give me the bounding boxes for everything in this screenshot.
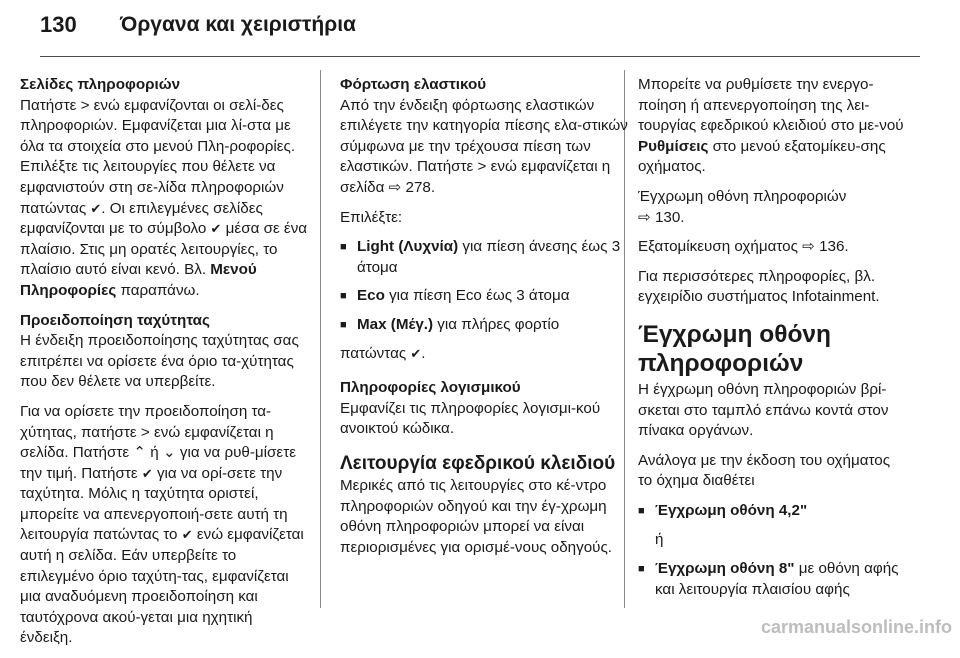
page-reference-arrow-icon: ⇨ [802, 238, 815, 256]
menu-reference: Μενού Πληροφορίες [20, 261, 257, 299]
paragraph: Εξατομίκευση οχήματος ⇨ 136. [638, 237, 904, 258]
column-1 [20, 75, 308, 658]
menu-reference: Ρυθμίσεις [638, 137, 709, 155]
bullet-icon: ■ [638, 563, 645, 576]
heading-color-info-display: Έγχρωμη οθόνη πληροφοριών [638, 320, 832, 377]
check-icon: ✔ [210, 221, 222, 237]
paragraph: Έγχρωμη οθόνη πληροφοριών ⇨ 130. [638, 187, 904, 228]
chevron-down-icon: ⌄ [162, 444, 176, 462]
paragraph: Πατήστε > ενώ εμφανίζονται οι σελί-δες πληροφοριών. Εμφανίζεται μια λί-στα με όλα τα στοιχεία στο μενού Πλη-ροφορίες. Επιλέξτε τις λειτουργίες που θέλετε να εμφανιστούν στη σε-λίδα πληροφοριών πατώντας ✔. Οι επιλεγμένες σελίδες εμφανίζονται με το σύμβολο ✔ μέσα σε ένα πλαίσιο. Στις μη ορατές λειτουργίες, το πλαίσιο αυτό είναι κενό. Βλ. Μενού Πληροφορίες παραπάνω. [20, 96, 308, 299]
heading-valet-mode: Λειτουργία εφεδρικού κλειδιού [340, 452, 616, 474]
column-divider [320, 70, 321, 608]
paragraph: Από την ένδειξη φόρτωσης ελαστικών επιλέγετε την κατηγορία πίεσης ελα-στικών σύμφωνα με την τρέχουσα πίεση των ελαστικών. Πατήστε > ενώ εμφανίζεται η σελίδα ⇨ 278. [340, 96, 636, 199]
paragraph: Ανάλογα με την έκδοση του οχήματος το όχημα διαθέτει [638, 451, 891, 490]
chevron-right-icon: > [140, 423, 150, 441]
heading-speed-warning: Προειδοποίηση ταχύτητας [20, 311, 210, 329]
paragraph: Η έγχρωμη οθόνη πληροφοριών βρί-σκεται στο ταμπλό επάνω κοντά στον πίνακα οργάνων. [638, 380, 889, 440]
paragraph: ή [655, 530, 664, 548]
paragraph: Εμφανίζει τις πληροφορίες λογισμι-κού ανοικτού κώδικα. [340, 399, 601, 438]
watermark: carmanualsonline.info [760, 617, 952, 637]
bullet-icon: ■ [638, 504, 645, 517]
bullet-icon: ■ [340, 241, 347, 254]
page-title: Όργανα και χειριστήρια [120, 13, 356, 36]
paragraph: Για περισσότερες πληροφορίες, βλ. εγχειρίδιο συστήματος Infotainment. [638, 267, 880, 306]
bullet-icon: ■ [340, 290, 347, 303]
page-header [0, 0, 960, 56]
list-item: ■ Max (Μέγ.) για πλήρες φορτίο [340, 315, 636, 336]
check-icon: ✔ [141, 465, 153, 481]
heading-info-pages: Σελίδες πληροφοριών [20, 76, 181, 93]
page-reference-arrow-icon: ⇨ [638, 208, 651, 226]
column-3 [638, 75, 904, 608]
check-icon: ✔ [90, 200, 102, 216]
check-icon: ✔ [181, 527, 193, 543]
heading-tire-load: Φόρτωση ελαστικού [340, 76, 487, 93]
list-item: ■ Light (Λυχνία) για πίεση άνεσης έως 3 άτομα [340, 237, 636, 278]
paragraph: Επιλέξτε: [340, 208, 403, 226]
paragraph: Για να ορίσετε την προειδοποίηση τα-χύτητας, πατήστε > ενώ εμφανίζεται η σελίδα. Πατήστε ⌃ ή ⌄ για να ρυθ-μίσετε την τιμή. Πατήστε ✔ για να ορί-σετε την ταχύτητα. Μόλις η ταχύτητα οριστεί, μπορείτε να απενεργοποιή-σετε αυτή τη λειτουργία πατώντας το ✔ ενώ εμφανίζεται αυτή η σελίδα. Εάν υπερβείτε το επιλεγμένο όριο ταχύτη-τας, εμφανίζεται μια αναδυόμενη προειδοποίηση και ταυτόχρονα ακού-γεται μια ηχητική ένδειξη. [20, 402, 304, 647]
heading-software-info: Πληροφορίες λογισμικού [340, 379, 521, 397]
page-reference-arrow-icon: ⇨ [388, 178, 402, 196]
chevron-right-icon: > [477, 158, 487, 176]
paragraph: Μπορείτε να ρυθμίσετε την ενεργο-ποίηση ή απενεργοποίηση της λει-τουργίας εφεδρικού κλειδιού στο με-νού Ρυθμίσεις στο μενού εξατομίκευ-σης οχήματος. [638, 76, 904, 176]
column-2 [340, 75, 636, 567]
chevron-up-icon: ⌃ [133, 444, 147, 462]
paragraph: Μερικές από τις λειτουργίες στο κέ-ντρο πληροφοριών οδηγού και την έγ-χρωμη οθόνη πληροφοριών μπορεί να είναι περιορισμένες για ορισμέ-νους οδηγούς. [340, 476, 613, 556]
paragraph: πατώντας ✔. [340, 344, 636, 365]
header-rule [40, 56, 920, 57]
paragraph: Η ένδειξη προειδοποίησης ταχύτητας σας επιτρέπει να ορίσετε ένα όριο τα-χύτητας που δεν θέλετε να υπερβείτε. [20, 332, 299, 391]
bullet-icon: ■ [340, 318, 347, 331]
chevron-right-icon: > [80, 96, 90, 114]
check-icon: ✔ [410, 345, 422, 361]
page-number: 130 [40, 12, 77, 37]
list-item: ■ Έγχρωμη οθόνη 4,2" [638, 501, 904, 522]
list-item: ■ Eco για πίεση Eco έως 3 άτομα [340, 286, 636, 307]
list-item: ■ Έγχρωμη οθόνη 8" με οθόνη αφής και λειτουργία πλαισίου αφής [638, 559, 904, 600]
